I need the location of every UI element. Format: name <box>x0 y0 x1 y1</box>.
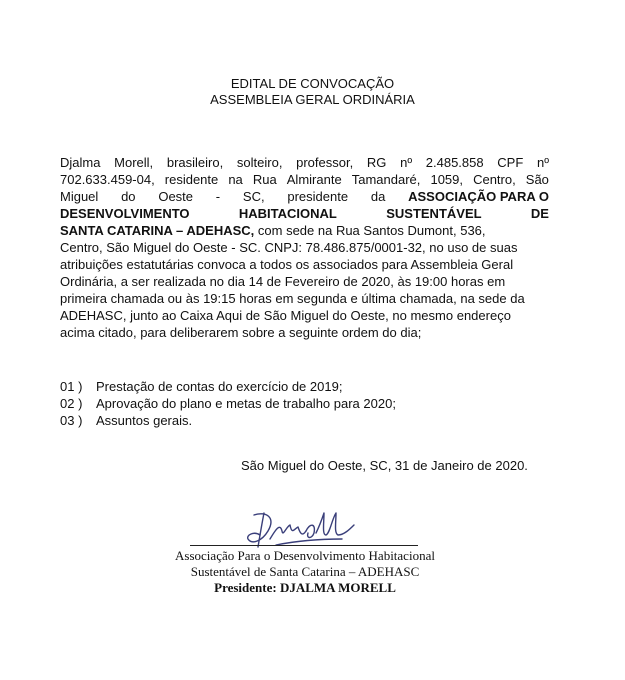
paragraph-line-3 <box>60 188 549 205</box>
paragraph-word: São <box>525 172 549 187</box>
paragraph-word: solteiro, <box>236 155 283 170</box>
paragraph-word: Miguel <box>60 189 99 204</box>
paragraph-line-7: atribuições estatutárias convoca a todos os associados para Assembleia Geral <box>60 257 514 272</box>
paragraph-line-4 <box>60 205 549 222</box>
paragraph-word: Djalma <box>60 155 101 170</box>
agenda-item-number: 02 ) <box>60 396 83 411</box>
agenda-list <box>60 378 396 429</box>
paragraph-word: SUSTENTÁVEL <box>386 206 482 221</box>
paragraph-word: 702.633.459-04, <box>60 172 155 187</box>
paragraph-line-9: primeira chamada ou às 19:15 horas em segunda e última chamada, na sede da <box>60 291 525 306</box>
title-line-2: ASSEMBLEIA GERAL ORDINÁRIA <box>210 92 415 107</box>
document-title <box>0 76 625 108</box>
paragraph-word: RG <box>366 155 387 170</box>
paragraph-line-6: Centro, São Miguel do Oeste - SC. CNPJ: 78.486.875/0001-32, no uso de suas <box>60 240 518 255</box>
agenda-item-text: Assuntos gerais. <box>96 413 193 428</box>
paragraph-line-1 <box>60 154 549 171</box>
paragraph-line-11: acima citado, para deliberarem sobre a seguinte ordem do dia; <box>60 325 422 340</box>
paragraph-word: - <box>215 189 221 204</box>
paragraph-word: HABITACIONAL <box>238 206 337 221</box>
signature-block <box>150 505 460 595</box>
paragraph-word: Tamandaré, <box>351 172 421 187</box>
handwritten-signature-icon <box>246 509 356 553</box>
paragraph-word: na <box>228 172 243 187</box>
paragraph-word: nº <box>536 155 549 170</box>
paragraph-word: SC, <box>242 189 265 204</box>
agenda-item-number: 03 ) <box>60 413 83 428</box>
title-line-1: EDITAL DE CONVOCAÇÃO <box>230 76 395 91</box>
association-name-bold: SANTA CATARINA – ADEHASC, <box>60 223 255 238</box>
paragraph-line-10: ADEHASC, junto ao Caixa Aqui de São Miguel do Oeste, no mesmo endereço <box>60 308 511 323</box>
agenda-item-number: 01 ) <box>60 379 83 394</box>
paragraph-word: Oeste <box>158 189 194 204</box>
paragraph-word: Centro, <box>473 172 516 187</box>
association-name-bold: ASSOCIAÇÃO PARA O <box>408 189 549 204</box>
paragraph-word: CPF <box>497 155 524 170</box>
agenda-item-text: Prestação de contas do exercício de 2019; <box>96 379 343 394</box>
signatory-org-line-1: Associação Para o Desenvolvimento Habitacional <box>175 548 435 563</box>
agenda-item <box>60 395 396 412</box>
paragraph-word: Almirante <box>286 172 342 187</box>
convocation-paragraph <box>60 154 549 341</box>
place-and-date: São Miguel do Oeste, SC, 31 de Janeiro de 2020. <box>241 458 528 473</box>
signatory-name: DJALMA MORELL <box>279 580 396 595</box>
paragraph-word: do <box>121 189 136 204</box>
signatory-org-line-2: Sustentável de Santa Catarina – ADEHASC <box>190 564 420 579</box>
paragraph-word: 1059, <box>430 172 464 187</box>
paragraph-line-8: Ordinária, a ser realizada no dia 14 de Fevereiro de 2020, às 19:00 horas em <box>60 274 506 289</box>
paragraph-line-5 <box>60 222 549 239</box>
paragraph-word: DESENVOLVIMENTO <box>60 206 190 221</box>
paragraph-line-2 <box>60 171 549 188</box>
paragraph-word: presidente <box>287 189 349 204</box>
paragraph-word: Rua <box>252 172 277 187</box>
paragraph-word: Morell, <box>114 155 154 170</box>
signatory-info <box>150 548 460 596</box>
paragraph-word: brasileiro, <box>166 155 224 170</box>
signatory-role <box>150 580 460 596</box>
paragraph-word: residente <box>164 172 219 187</box>
agenda-item <box>60 378 396 395</box>
paragraph-word: 2.485.858 <box>425 155 484 170</box>
address-text: com sede na Rua Santos Dumont, 536, <box>254 223 486 238</box>
paragraph-word: nº <box>400 155 413 170</box>
signature-line <box>190 545 418 546</box>
agenda-item <box>60 412 396 429</box>
role-label: Presidente: <box>214 580 277 595</box>
paragraph-word: da <box>370 189 386 204</box>
paragraph-word: DE <box>530 206 549 221</box>
paragraph-word: professor, <box>296 155 354 170</box>
agenda-item-text: Aprovação do plano e metas de trabalho para 2020; <box>96 396 396 411</box>
